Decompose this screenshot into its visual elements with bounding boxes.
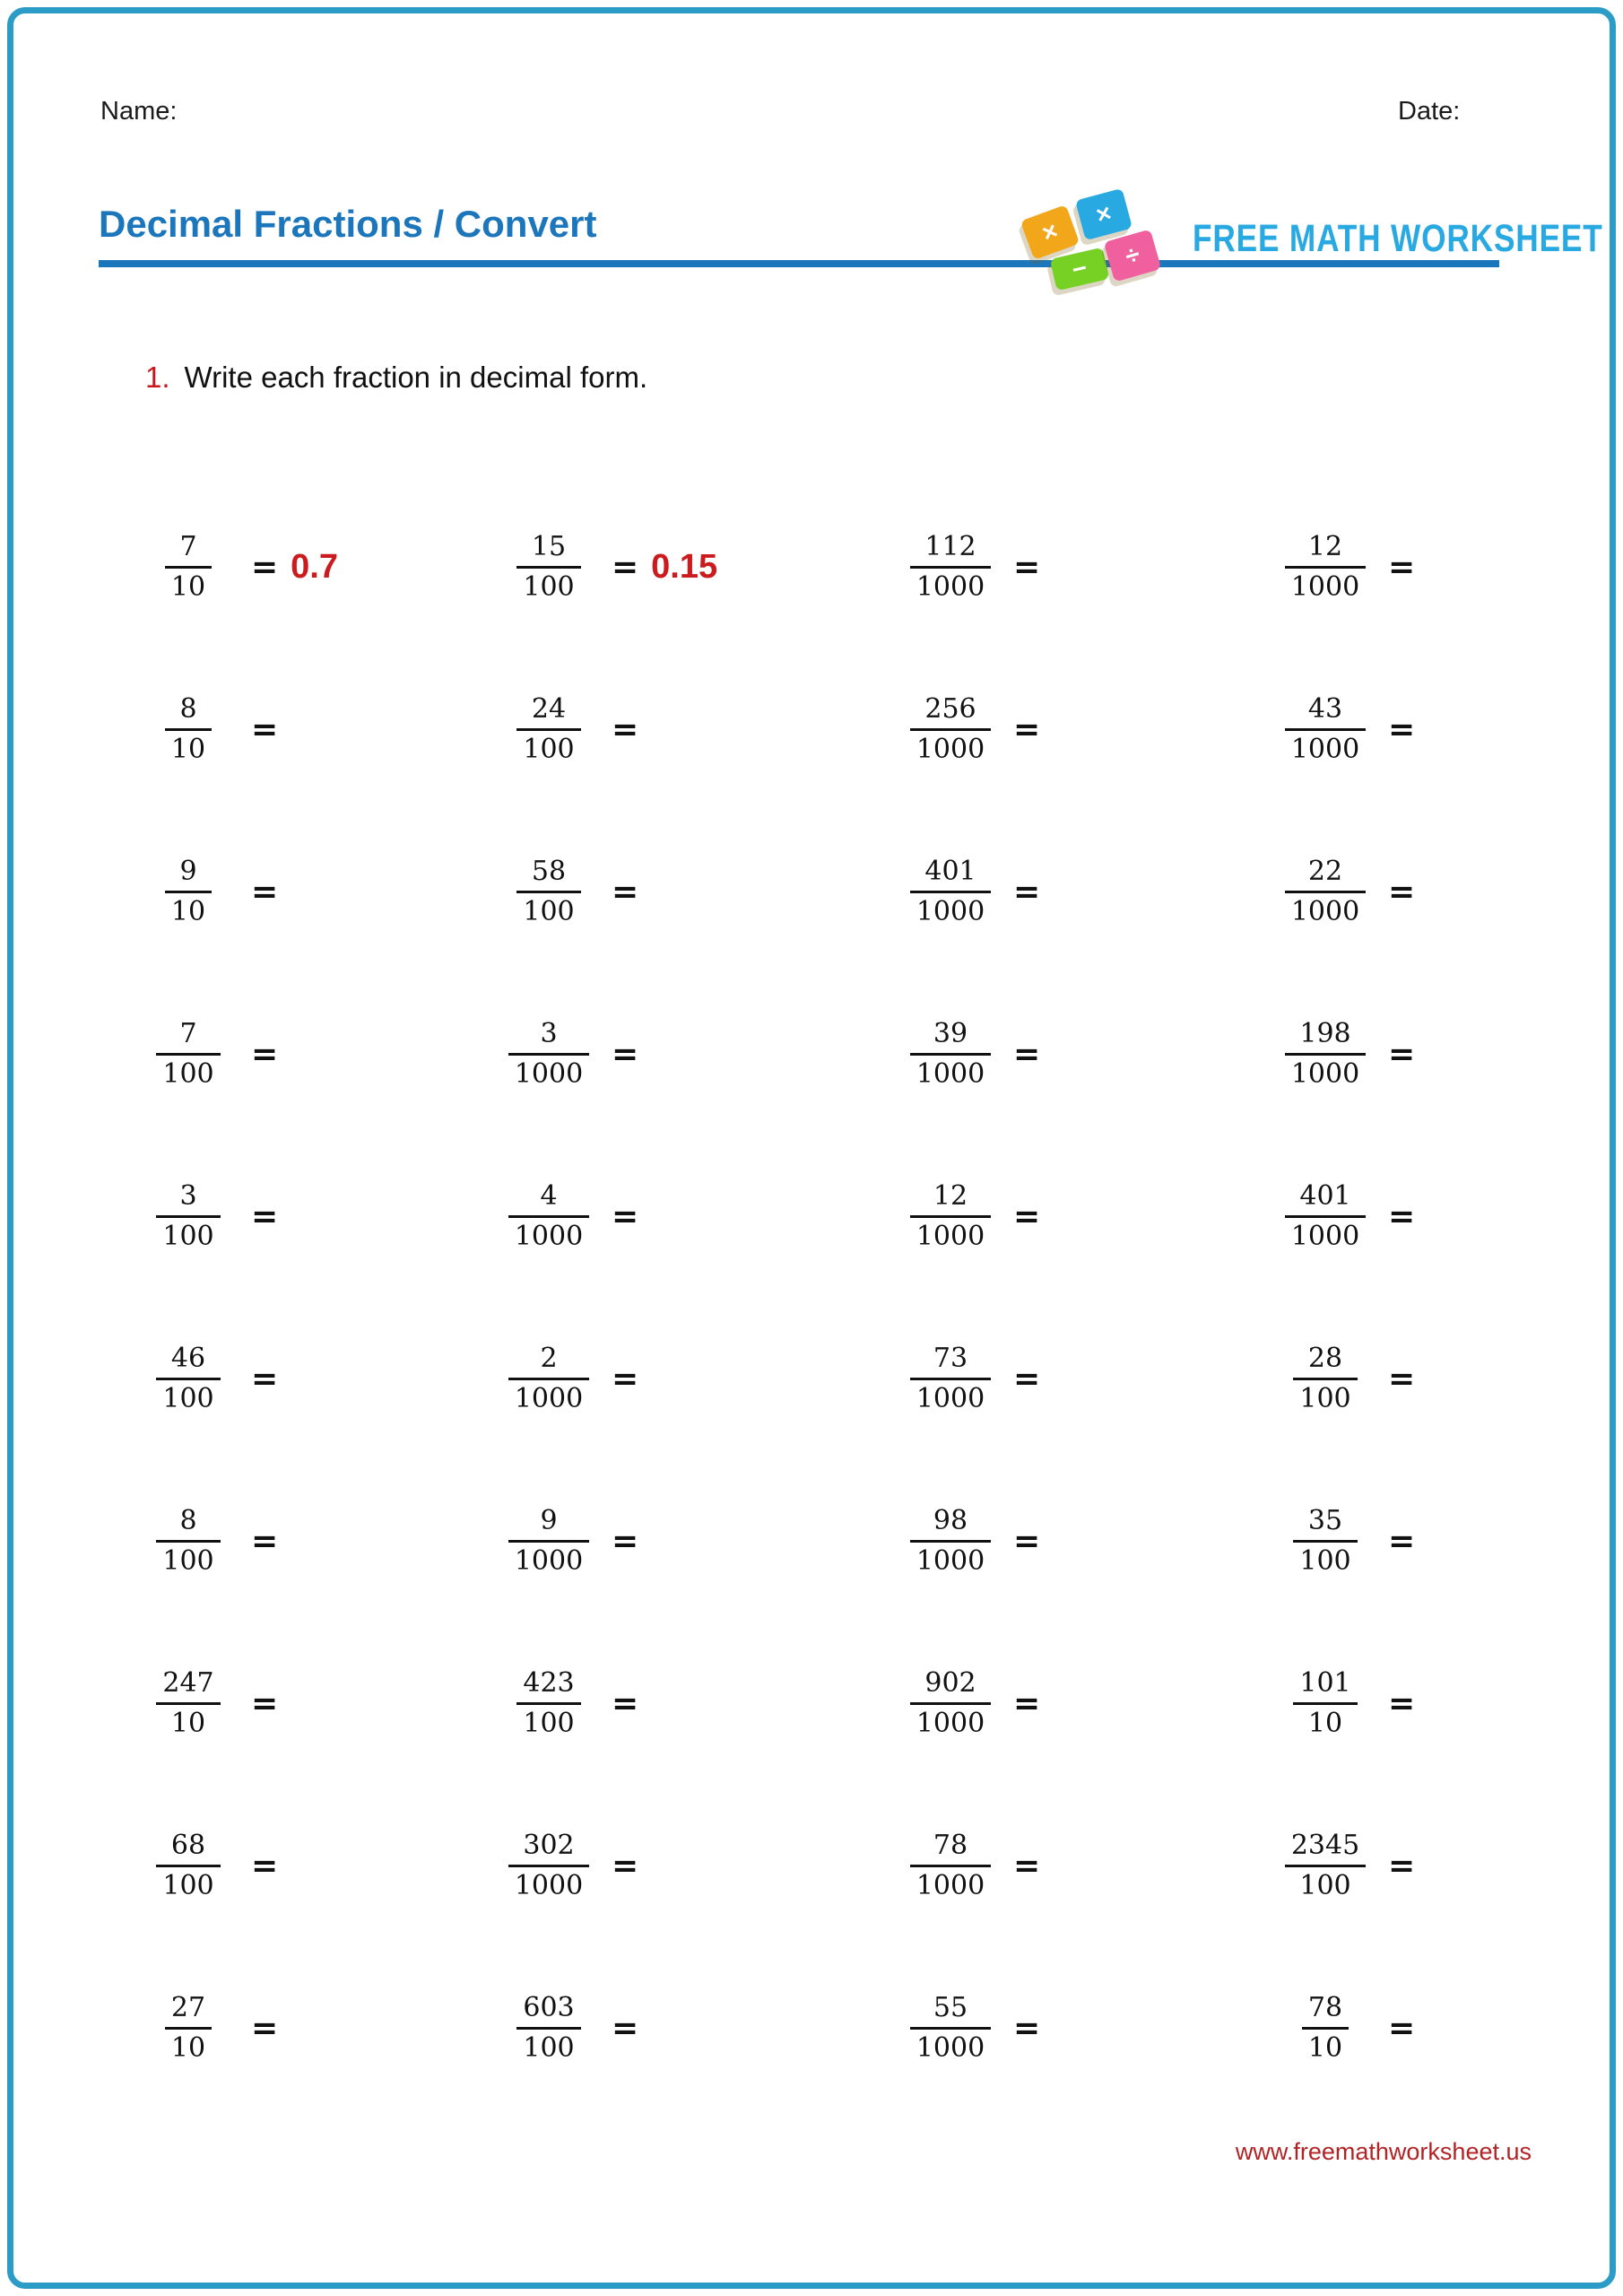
minus-block-green: − bbox=[1050, 248, 1110, 291]
fraction bbox=[1271, 1344, 1379, 1414]
footer-url: www.freemathworksheet.us bbox=[1235, 2138, 1532, 2165]
equals-sign: = bbox=[1013, 1847, 1041, 1884]
fraction-numerator: 15 bbox=[531, 530, 567, 562]
fraction-numerator: 43 bbox=[1307, 692, 1343, 725]
fraction-denominator: 100 bbox=[516, 2027, 580, 2064]
problem-cell bbox=[495, 1485, 638, 1596]
fraction-numerator: 12 bbox=[1307, 530, 1343, 562]
fraction-denominator: 10 bbox=[156, 1702, 220, 1739]
fraction-denominator: 10 bbox=[165, 2027, 212, 2064]
equals-sign: = bbox=[251, 710, 279, 748]
fraction-denominator: 100 bbox=[516, 1702, 580, 1739]
fraction-denominator: 100 bbox=[156, 1540, 220, 1577]
problem-cell bbox=[1271, 511, 1415, 622]
fraction bbox=[495, 1506, 603, 1577]
fraction-denominator: 100 bbox=[516, 891, 580, 927]
fraction-denominator: 100 bbox=[156, 1378, 220, 1414]
problem-cell bbox=[135, 1323, 278, 1434]
equals-sign: = bbox=[612, 2009, 639, 2047]
problem-cell bbox=[495, 1810, 638, 1921]
problem-cell bbox=[495, 836, 638, 947]
problem-cell bbox=[897, 674, 1040, 785]
fraction bbox=[1271, 1019, 1379, 1090]
fraction-denominator: 1000 bbox=[910, 1215, 991, 1252]
fraction-numerator: 55 bbox=[933, 1991, 968, 2023]
fraction bbox=[135, 1506, 242, 1577]
question-text: Write each fraction in decimal form. bbox=[184, 361, 648, 394]
equals-sign: = bbox=[1013, 1035, 1041, 1073]
problem-cell bbox=[1271, 1485, 1415, 1596]
fraction bbox=[135, 532, 242, 603]
fraction-denominator: 1000 bbox=[910, 1865, 991, 1901]
fraction bbox=[135, 1831, 242, 1901]
problem-cell bbox=[135, 1648, 278, 1759]
fraction-denominator: 1000 bbox=[910, 891, 991, 927]
fraction-numerator: 9 bbox=[540, 1504, 558, 1536]
fraction-denominator: 1000 bbox=[910, 1702, 991, 1739]
equals-sign: = bbox=[1013, 548, 1041, 586]
fraction-denominator: 100 bbox=[1293, 1540, 1357, 1577]
equals-sign: = bbox=[612, 1847, 639, 1884]
equals-sign: = bbox=[1388, 2009, 1416, 2047]
equals-sign: = bbox=[1013, 2009, 1041, 2047]
problem-cell bbox=[135, 1972, 278, 2083]
fraction-numerator: 3 bbox=[540, 1017, 558, 1049]
problem-cell bbox=[1271, 1810, 1415, 1921]
fraction-denominator: 10 bbox=[1293, 1702, 1357, 1739]
problem-cell bbox=[897, 1161, 1040, 1272]
math-blocks-icon bbox=[1011, 188, 1186, 296]
fraction-numerator: 78 bbox=[933, 1829, 968, 1861]
equals-sign: = bbox=[251, 1684, 279, 1722]
fraction-denominator: 1000 bbox=[1285, 891, 1366, 927]
problem-cell bbox=[495, 511, 717, 622]
problem-cell bbox=[897, 998, 1040, 1109]
fraction-denominator: 100 bbox=[1285, 1865, 1366, 1901]
fraction-numerator: 39 bbox=[933, 1017, 968, 1049]
equals-sign: = bbox=[612, 1035, 639, 1073]
equals-sign: = bbox=[251, 1847, 279, 1884]
question-number: 1. bbox=[145, 361, 170, 394]
fraction-numerator: 256 bbox=[924, 692, 976, 725]
problem-cell bbox=[1271, 998, 1415, 1109]
fraction-numerator: 7 bbox=[179, 530, 197, 562]
equals-sign: = bbox=[251, 1035, 279, 1073]
problem-cell bbox=[1271, 1323, 1415, 1434]
fraction-denominator: 100 bbox=[516, 728, 580, 765]
fraction bbox=[495, 1344, 603, 1414]
fraction bbox=[135, 1668, 242, 1739]
fraction-numerator: 198 bbox=[1299, 1017, 1351, 1049]
problem-cell bbox=[897, 1648, 1040, 1759]
equals-sign: = bbox=[1388, 1522, 1416, 1560]
equals-sign: = bbox=[1388, 548, 1416, 586]
fraction-numerator: 9 bbox=[179, 855, 197, 887]
equals-sign: = bbox=[612, 1684, 639, 1722]
equals-sign: = bbox=[1013, 873, 1041, 910]
fraction bbox=[1271, 1181, 1379, 1252]
fraction-denominator: 100 bbox=[1293, 1378, 1357, 1414]
equals-sign: = bbox=[1013, 1360, 1041, 1397]
fraction-denominator: 100 bbox=[156, 1215, 220, 1252]
fraction-denominator: 100 bbox=[156, 1865, 220, 1901]
problem-cell bbox=[897, 836, 1040, 947]
fraction bbox=[495, 1019, 603, 1090]
fraction bbox=[897, 857, 1004, 927]
free-math-worksheet-logo bbox=[1011, 188, 1603, 296]
fraction-numerator: 101 bbox=[1299, 1666, 1351, 1699]
equals-sign: = bbox=[612, 548, 639, 586]
fraction bbox=[897, 532, 1004, 603]
equals-sign: = bbox=[1388, 1197, 1416, 1235]
fraction bbox=[1271, 857, 1379, 927]
fraction bbox=[897, 1668, 1004, 1739]
problem-cell bbox=[135, 836, 278, 947]
fraction bbox=[897, 1506, 1004, 1577]
fraction bbox=[1271, 1993, 1379, 2064]
fraction-denominator: 1000 bbox=[1285, 1215, 1366, 1252]
equals-sign: = bbox=[1388, 1847, 1416, 1884]
problem-cell bbox=[1271, 1972, 1415, 2083]
fraction-denominator: 10 bbox=[1302, 2027, 1349, 2064]
problem-cell bbox=[495, 1972, 638, 2083]
equals-sign: = bbox=[1013, 1522, 1041, 1560]
fraction bbox=[897, 1993, 1004, 2064]
problem-cell bbox=[495, 1161, 638, 1272]
problem-cell bbox=[1271, 674, 1415, 785]
problem-cell bbox=[1271, 1648, 1415, 1759]
fraction-numerator: 8 bbox=[179, 692, 197, 725]
problem-cell bbox=[135, 511, 338, 622]
fraction-numerator: 46 bbox=[170, 1342, 206, 1374]
fraction bbox=[495, 694, 603, 765]
fraction-numerator: 2 bbox=[540, 1342, 558, 1374]
fraction-numerator: 73 bbox=[933, 1342, 968, 1374]
fraction bbox=[495, 532, 603, 603]
fraction bbox=[495, 1181, 603, 1252]
equals-sign: = bbox=[1013, 1684, 1041, 1722]
page-title: Decimal Fractions / Convert bbox=[99, 203, 597, 245]
equals-sign: = bbox=[251, 548, 279, 586]
fraction-denominator: 1000 bbox=[910, 566, 991, 603]
equals-sign: = bbox=[1388, 1035, 1416, 1073]
fraction bbox=[897, 1181, 1004, 1252]
equals-sign: = bbox=[1013, 1197, 1041, 1235]
fraction-denominator: 1000 bbox=[508, 1378, 589, 1414]
fraction bbox=[135, 857, 242, 927]
fraction-denominator: 1000 bbox=[508, 1540, 589, 1577]
equals-sign: = bbox=[251, 1197, 279, 1235]
fraction-denominator: 1000 bbox=[1285, 566, 1366, 603]
fraction-denominator: 100 bbox=[516, 566, 580, 603]
fraction-numerator: 423 bbox=[523, 1666, 575, 1699]
equals-sign: = bbox=[612, 1360, 639, 1397]
fraction-numerator: 58 bbox=[531, 855, 567, 887]
fraction-numerator: 35 bbox=[1307, 1504, 1343, 1536]
equals-sign: = bbox=[1388, 873, 1416, 910]
problem-cell bbox=[897, 1485, 1040, 1596]
fraction-numerator: 98 bbox=[933, 1504, 968, 1536]
fraction-numerator: 78 bbox=[1307, 1991, 1343, 2023]
problem-cell bbox=[135, 1810, 278, 1921]
fraction-denominator: 1000 bbox=[910, 728, 991, 765]
fraction bbox=[495, 1993, 603, 2064]
fraction bbox=[897, 1019, 1004, 1090]
problem-cell bbox=[897, 1972, 1040, 2083]
problem-cell bbox=[495, 1323, 638, 1434]
fraction-numerator: 4 bbox=[540, 1179, 558, 1212]
equals-sign: = bbox=[1013, 710, 1041, 748]
fraction bbox=[897, 1831, 1004, 1901]
fraction bbox=[495, 1831, 603, 1901]
answer-value: 0.7 bbox=[291, 547, 338, 586]
fraction-numerator: 603 bbox=[523, 1991, 575, 2023]
logo-text: FREE MATH WORKSHEET bbox=[1193, 217, 1603, 260]
fraction bbox=[135, 1993, 242, 2064]
equals-sign: = bbox=[612, 710, 639, 748]
fraction-numerator: 2345 bbox=[1290, 1829, 1360, 1861]
problem-cell bbox=[495, 1648, 638, 1759]
date-label: Date: bbox=[1398, 97, 1461, 126]
fraction-denominator: 10 bbox=[165, 566, 212, 603]
equals-sign: = bbox=[251, 1522, 279, 1560]
problem-cell bbox=[897, 1323, 1040, 1434]
fraction-denominator: 1000 bbox=[910, 1053, 991, 1090]
fraction-denominator: 1000 bbox=[1285, 728, 1366, 765]
fraction bbox=[1271, 532, 1379, 603]
fraction-numerator: 22 bbox=[1307, 855, 1343, 887]
fraction bbox=[1271, 1831, 1379, 1901]
fraction bbox=[135, 694, 242, 765]
fraction-denominator: 1000 bbox=[508, 1053, 589, 1090]
fraction-numerator: 27 bbox=[170, 1991, 206, 2023]
problem-cell bbox=[135, 1485, 278, 1596]
fraction-denominator: 1000 bbox=[1285, 1053, 1366, 1090]
fraction-numerator: 12 bbox=[933, 1179, 968, 1212]
equals-sign: = bbox=[612, 1197, 639, 1235]
fraction bbox=[897, 694, 1004, 765]
fraction-denominator: 10 bbox=[165, 728, 212, 765]
equals-sign: = bbox=[1388, 710, 1416, 748]
fraction-numerator: 112 bbox=[924, 530, 976, 562]
fraction-denominator: 100 bbox=[156, 1053, 220, 1090]
fraction-numerator: 302 bbox=[523, 1829, 575, 1861]
equals-sign: = bbox=[612, 873, 639, 910]
multiply-block-blue: × bbox=[1075, 188, 1133, 240]
fraction bbox=[495, 1668, 603, 1739]
fraction-numerator: 247 bbox=[162, 1666, 214, 1699]
equals-sign: = bbox=[251, 2009, 279, 2047]
fraction bbox=[495, 857, 603, 927]
equals-sign: = bbox=[1388, 1684, 1416, 1722]
fraction bbox=[1271, 1668, 1379, 1739]
fraction-numerator: 3 bbox=[179, 1179, 197, 1212]
problem-cell bbox=[1271, 836, 1415, 947]
equals-sign: = bbox=[1388, 1360, 1416, 1397]
fraction-numerator: 28 bbox=[1307, 1342, 1343, 1374]
fraction-numerator: 401 bbox=[924, 855, 976, 887]
fraction-numerator: 24 bbox=[531, 692, 567, 725]
problem-cell bbox=[1271, 1161, 1415, 1272]
fraction-denominator: 10 bbox=[165, 891, 212, 927]
fraction-denominator: 1000 bbox=[910, 1540, 991, 1577]
multiply-block-yellow: × bbox=[1020, 204, 1080, 260]
name-label: Name: bbox=[100, 97, 178, 126]
fraction bbox=[1271, 1506, 1379, 1577]
fraction-denominator: 1000 bbox=[910, 2027, 991, 2064]
fraction bbox=[135, 1344, 242, 1414]
problem-cell bbox=[135, 998, 278, 1109]
fraction-numerator: 68 bbox=[170, 1829, 206, 1861]
problem-cell bbox=[495, 998, 638, 1109]
problem-cell bbox=[135, 1161, 278, 1272]
problem-cell bbox=[135, 674, 278, 785]
problem-cell bbox=[897, 1810, 1040, 1921]
fraction-denominator: 1000 bbox=[508, 1215, 589, 1252]
equals-sign: = bbox=[251, 1360, 279, 1397]
fraction bbox=[135, 1019, 242, 1090]
problem-cell bbox=[897, 511, 1040, 622]
fraction-numerator: 401 bbox=[1299, 1179, 1351, 1212]
equals-sign: = bbox=[612, 1522, 639, 1560]
fraction bbox=[135, 1181, 242, 1252]
fraction-denominator: 1000 bbox=[910, 1378, 991, 1414]
fraction-numerator: 902 bbox=[924, 1666, 976, 1699]
equals-sign: = bbox=[251, 873, 279, 910]
fraction-numerator: 8 bbox=[179, 1504, 197, 1536]
fraction-denominator: 1000 bbox=[508, 1865, 589, 1901]
fraction-numerator: 7 bbox=[179, 1017, 197, 1049]
fraction bbox=[897, 1344, 1004, 1414]
fraction bbox=[1271, 694, 1379, 765]
problem-cell bbox=[495, 674, 638, 785]
divide-block-pink: ÷ bbox=[1104, 229, 1162, 282]
answer-value: 0.15 bbox=[651, 547, 718, 586]
